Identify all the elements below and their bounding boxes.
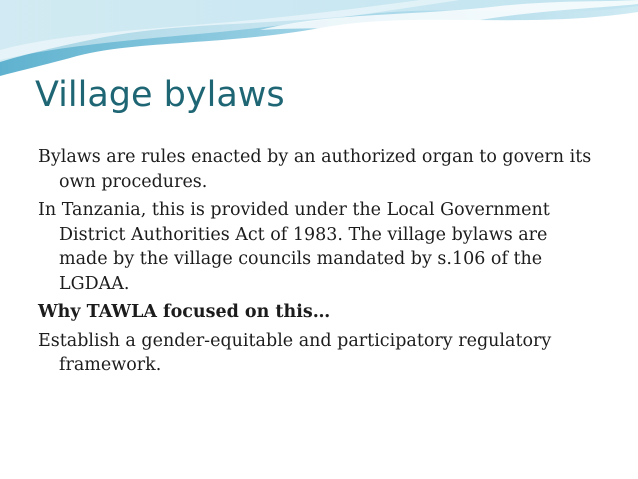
paragraph-tanzania-law: In Tanzania, this is provided under the Local Government District Authorities Act of 1983. The village bylaws are made by the village councils mandated by s.106 of the LGDAA. — [38, 200, 550, 294]
slide-title: Village bylaws — [35, 75, 285, 115]
header-wave-decoration — [0, 0, 638, 80]
paragraph-definition: Bylaws are rules enacted by an authorized organ to govern its own procedures. — [38, 147, 592, 192]
paragraph-why-tawla: Why TAWLA focused on this… — [38, 302, 331, 322]
slide-body — [38, 145, 598, 382]
paragraph-goal: Establish a gender-equitable and participatory regulatory framework. — [38, 330, 552, 375]
